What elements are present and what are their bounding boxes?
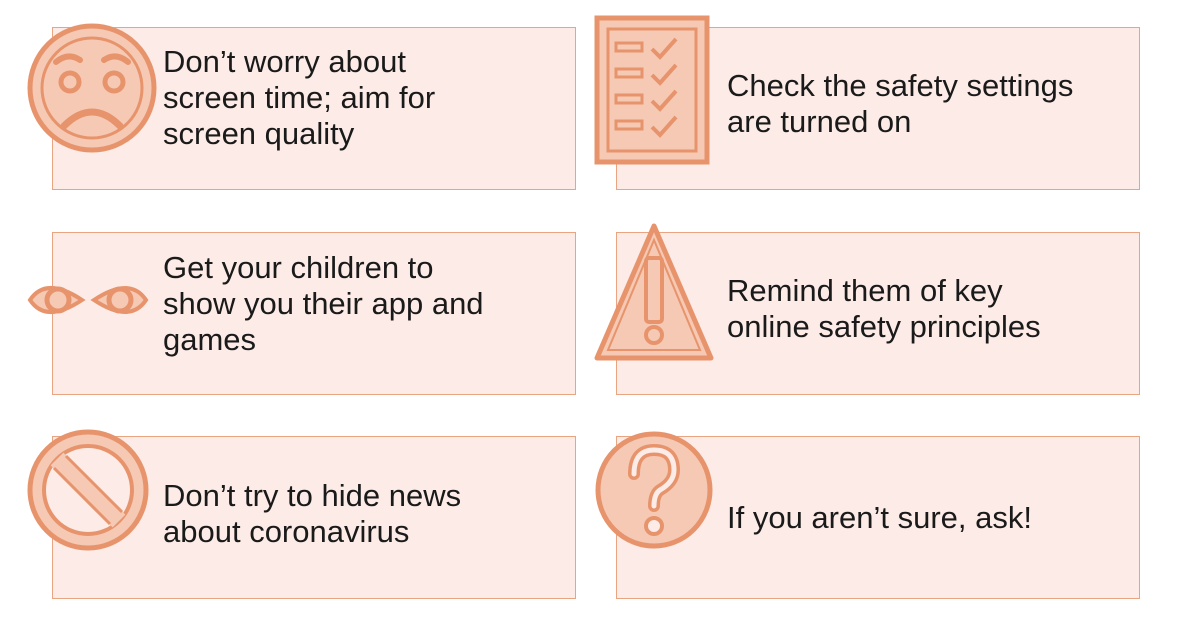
checklist-icon: [594, 15, 710, 165]
question-mark-icon: [594, 430, 714, 550]
tip-text-screen-time: Don’t worry about screen time; aim for screen quality: [163, 44, 436, 151]
tip-text-safety-principles: Remind them of key online safety principles: [727, 273, 1041, 344]
tip-text-show-apps: Get your children to show you their app and games: [163, 250, 484, 357]
tip-text-ask: If you aren’t sure, ask!: [727, 500, 1032, 535]
tip-text-coronavirus-news: Don’t try to hide news about coronavirus: [163, 478, 462, 549]
prohibited-sign-icon: [26, 428, 150, 552]
warning-triangle-icon: [594, 222, 714, 362]
worried-face-icon: [26, 22, 158, 154]
tip-text-safety-settings: Check the safety settings are turned on: [727, 68, 1074, 139]
eyes-icon: [26, 272, 150, 328]
